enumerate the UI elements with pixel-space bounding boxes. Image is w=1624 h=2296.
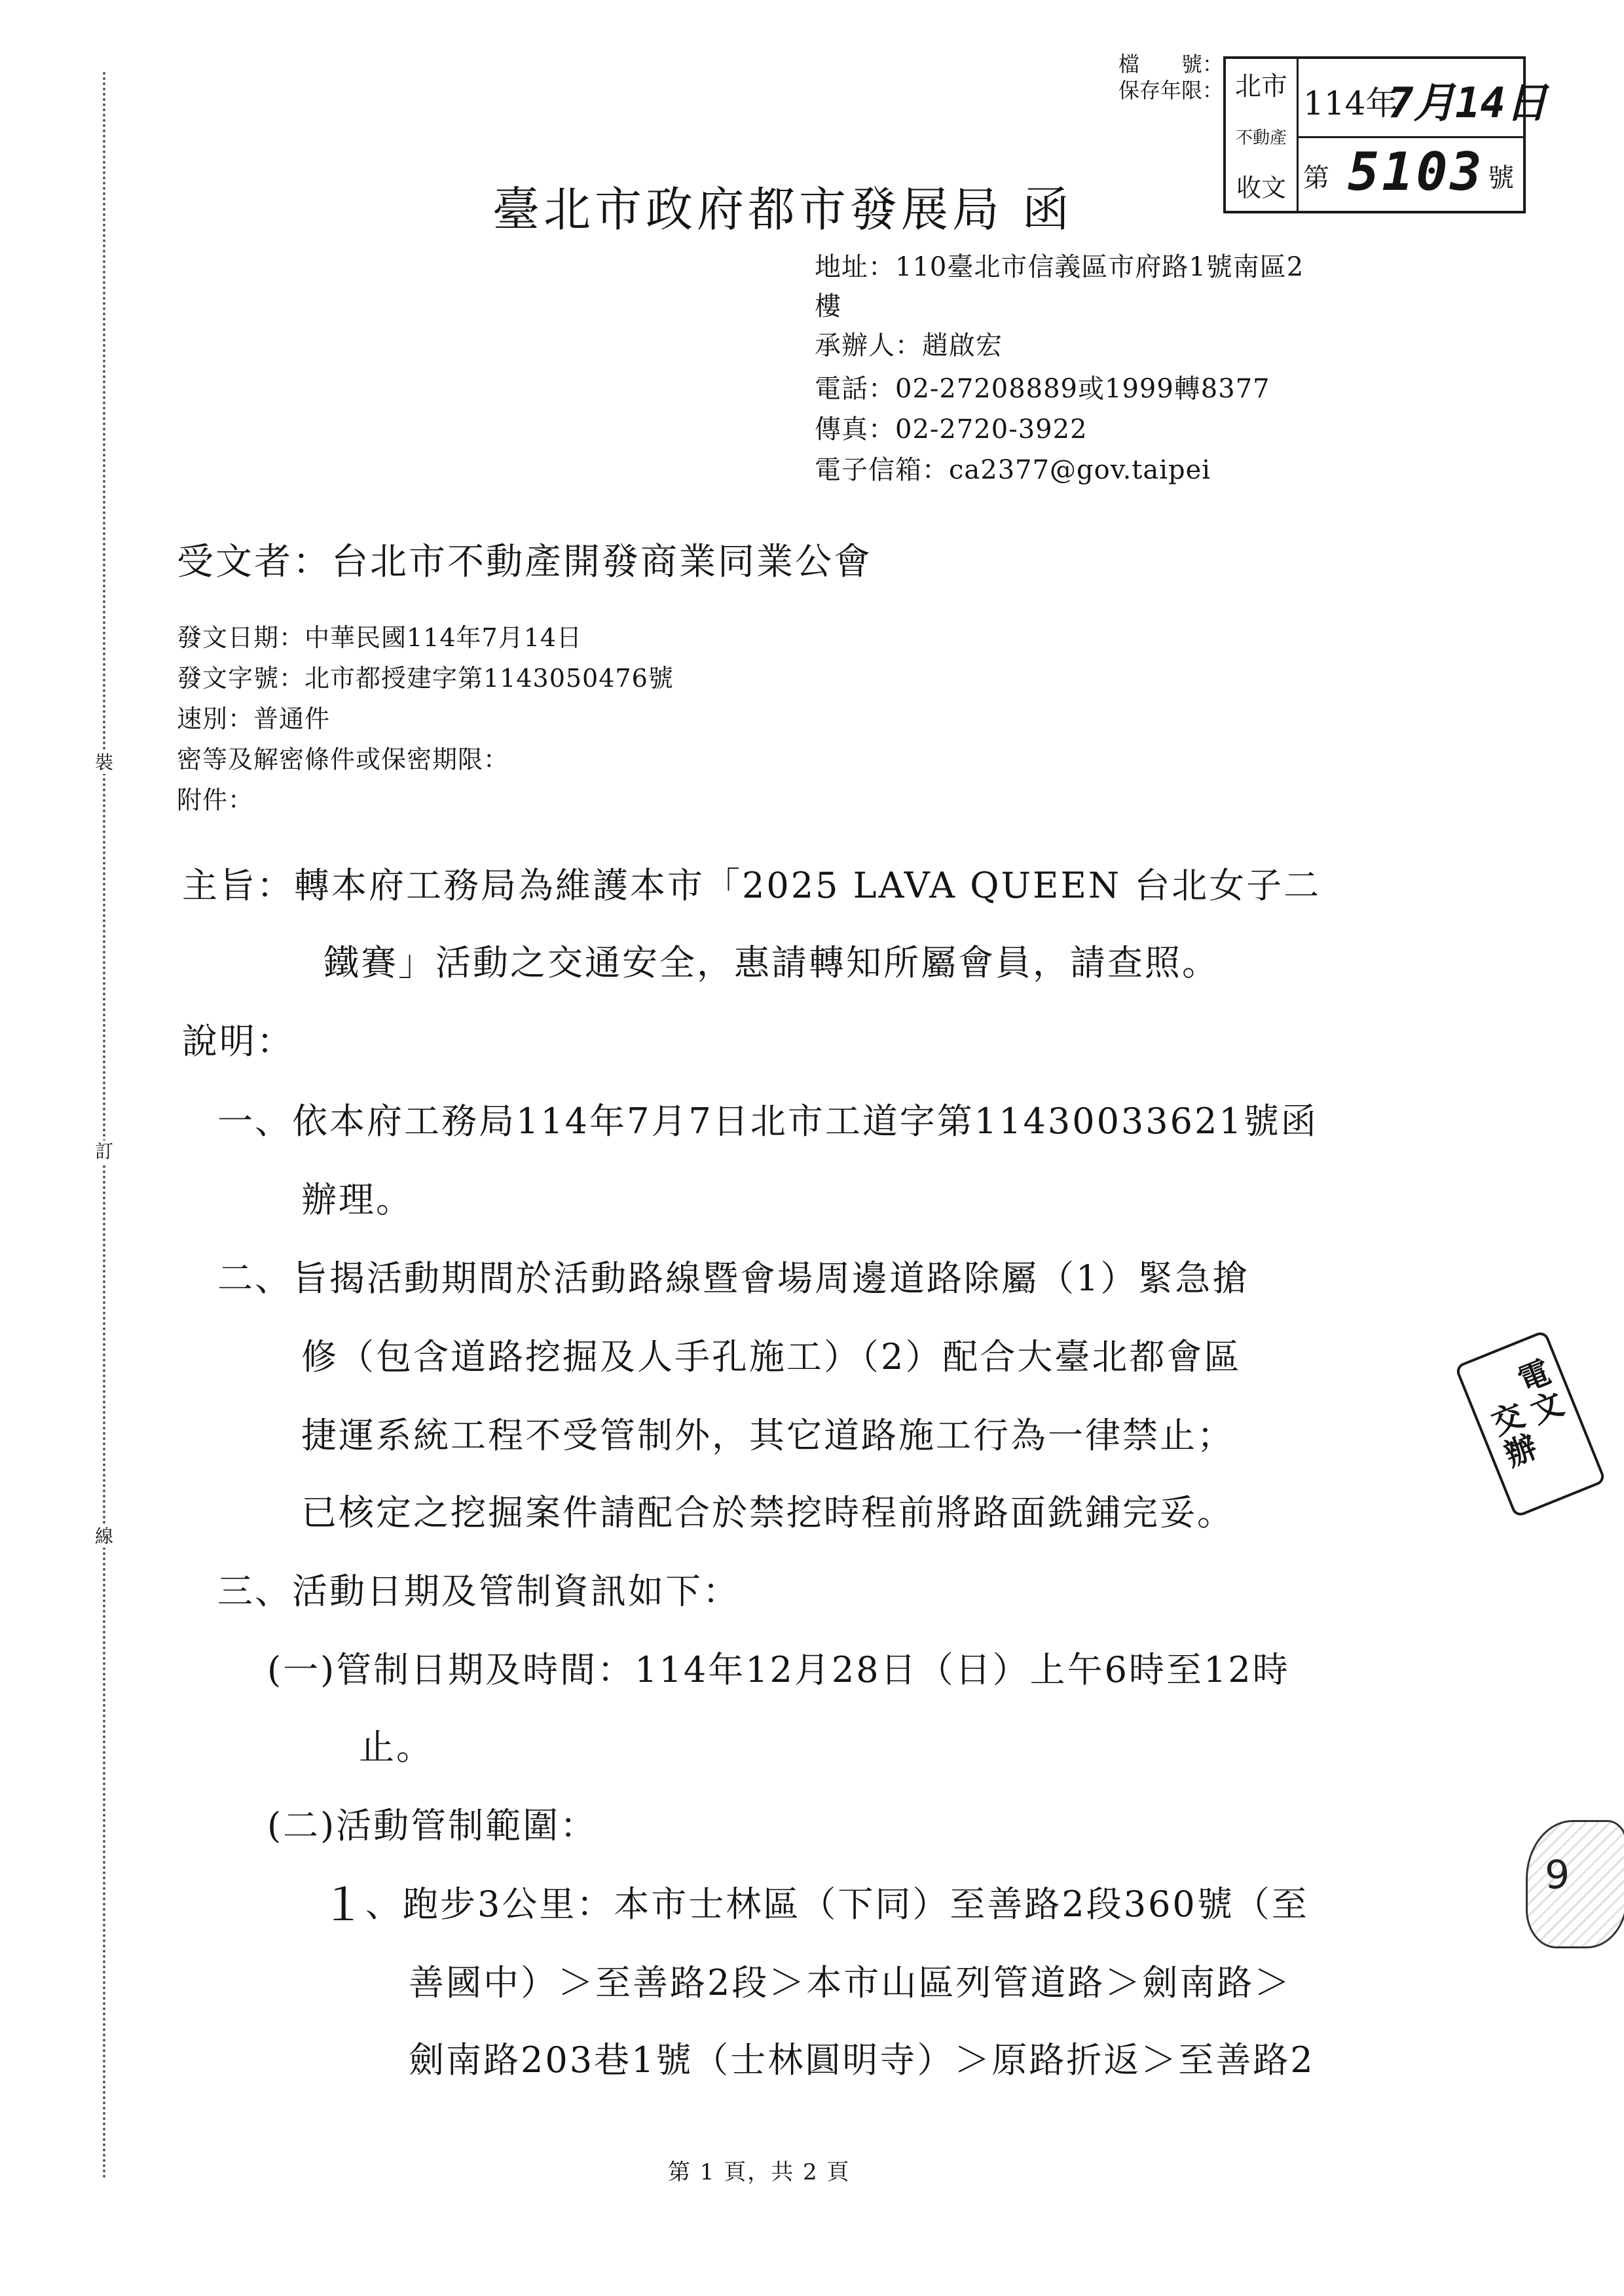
stamp-issuer-receipt: 收文 — [1236, 173, 1286, 202]
route1-line1: 、跑步3公里：本市士林區（下同）至善路2段360號（至 — [365, 1884, 1309, 1925]
sender-address-line1: 地址：110臺北市信義區市府路1號南區2 — [815, 252, 1304, 282]
contact-phone: 電話：02-27208889或1999轉8377 — [815, 374, 1270, 404]
stamp-number-suffix: 號 — [1488, 163, 1514, 193]
receipt-stamp-issuer — [1226, 59, 1299, 211]
item2-line3: 捷運系統工程不受管制外，其它道路施工行為一律禁止； — [301, 1415, 1234, 1456]
item1-line1: 一、依本府工務局114年7月7日北市工道字第11430033621號函 — [217, 1101, 1318, 1142]
subject-line1: 主旨：轉本府工務局為維護本市「2025 LAVA QUEEN 台北女子二 — [182, 865, 1321, 906]
stamp-number: 5103 — [1348, 141, 1485, 202]
stamp-day: 14日 — [1455, 79, 1548, 128]
contact-fax: 傳真：02-2720-3922 — [815, 414, 1088, 445]
stamp-month: 7月 — [1388, 79, 1456, 128]
document-number: 發文字號：北市都授建字第1143050476號 — [177, 664, 674, 693]
side-stamp-col-left: 交辦 — [1486, 1396, 1543, 1474]
document-title: 臺北市政府都市發展局 函 — [492, 182, 1073, 237]
stamp-issuer-city: 北市 — [1235, 71, 1287, 101]
stamp-year: 114年 — [1303, 84, 1399, 122]
route1-line2: 善國中）＞至善路2段＞本市山區列管道路＞劍南路＞ — [409, 1962, 1292, 2003]
route1-line3: 劍南路203巷1號（士林圓明寺）＞原路折返＞至善路2 — [409, 2039, 1315, 2081]
sub1-line2: 止。 — [359, 1726, 434, 1768]
page-number: 第 1 頁，共 2 頁 — [668, 2159, 851, 2185]
sender-address-line2: 樓 — [815, 291, 841, 321]
seal-number: 9 — [1545, 1852, 1570, 1898]
security-level: 密等及解密條件或保密期限： — [177, 745, 509, 774]
stamp-number-prefix: 第 — [1303, 163, 1329, 193]
sub2-heading: (二)活動管制範圍： — [267, 1805, 598, 1846]
sub1-line1: (一)管制日期及時間：114年12月28日（日）上午6時至12時 — [267, 1649, 1290, 1690]
item2-line4: 已核定之挖掘案件請配合於禁挖時程前將路面銑鋪完妥。 — [301, 1492, 1234, 1533]
binding-mark-ding: 訂 — [94, 1140, 113, 1162]
binding-mark-zhuang: 裝 — [94, 752, 113, 773]
item3-heading: 三、活動日期及管制資訊如下： — [217, 1571, 740, 1612]
binding-mark-xian: 線 — [94, 1525, 113, 1547]
attachment: 附件： — [177, 786, 254, 814]
file-number-label: 檔 號： — [1118, 52, 1223, 77]
side-handling-stamp — [1454, 1330, 1607, 1518]
perforation-seal — [1526, 1820, 1624, 1948]
route1-number: １ — [321, 1880, 368, 1931]
item2-line2: 修（包含道路挖掘及人手孔施工）（2）配合大臺北都會區 — [301, 1336, 1242, 1377]
contact-person: 承辦人：趙啟宏 — [815, 331, 1003, 361]
item2-line1: 二、旨揭活動期間於活動路線暨會場周邊道路除屬（1）緊急搶 — [217, 1258, 1250, 1299]
receipt-stamp — [1223, 56, 1548, 213]
explanation-heading: 說明： — [182, 1021, 294, 1062]
stamp-issuer-realestate: 不動產 — [1235, 128, 1287, 148]
contact-email: 電子信箱：ca2377@gov.taipei — [815, 455, 1211, 485]
stamp-divider — [1297, 136, 1523, 138]
recipient: 受文者：台北市不動產開發商業同業公會 — [177, 541, 872, 583]
item1-line2: 辦理。 — [301, 1179, 413, 1220]
delivery-speed: 速別：普通件 — [177, 704, 331, 733]
retention-period-label: 保存年限： — [1118, 78, 1223, 103]
subject-line2: 鐵賽」活動之交通安全，惠請轉知所屬會員，請查照。 — [323, 942, 1219, 983]
side-stamp-col-right: 電文 — [1513, 1353, 1569, 1431]
binding-dotted-line — [103, 72, 105, 2180]
issue-date: 發文日期：中華民國114年7月14日 — [177, 623, 583, 652]
